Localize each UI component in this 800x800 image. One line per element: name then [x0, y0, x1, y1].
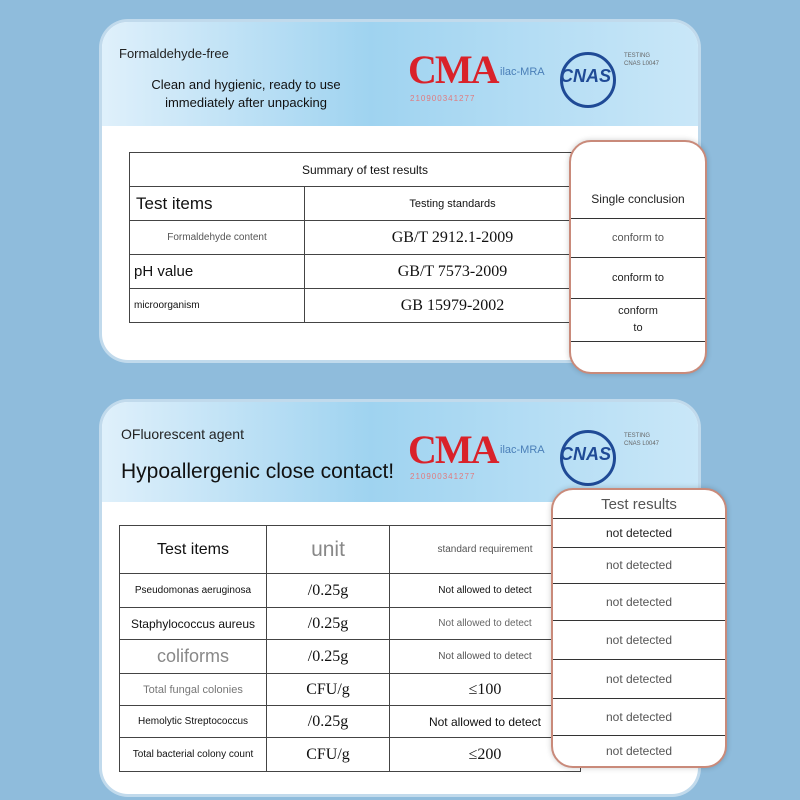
row-item: Formaldehyde content [130, 221, 305, 255]
row-result: conform to [571, 219, 705, 258]
row-item: Total fungal colonies [120, 674, 267, 706]
results-panel [551, 488, 727, 768]
row-item: coliforms [120, 640, 267, 674]
header-test-items: Test items [120, 526, 267, 574]
cma-logo: CMA [408, 427, 498, 472]
cnas-testing-text: TESTING CNAS L0047 [624, 433, 660, 447]
test-summary-table [129, 152, 601, 323]
cma-number: 210900341277 [410, 472, 476, 481]
row-result: not detected [605, 744, 673, 758]
conclusion-panel [569, 140, 707, 374]
row-item: Pseudomonas aeruginosa [120, 574, 267, 608]
row-item: microorganism [130, 289, 305, 323]
cnas-logo: CNAS [560, 444, 612, 464]
row-result: conform to [618, 305, 658, 334]
row-item: pH value [130, 255, 305, 289]
row-standard: GB/T 7573-2009 [305, 255, 601, 289]
row-result: not detected [553, 699, 725, 736]
cnas-testing-text: TESTING CNAS L0047 [624, 53, 660, 67]
row-unit: /0.25g [267, 706, 390, 738]
row-result: not detected [553, 547, 725, 584]
header-testing-standards: Testing standards [305, 187, 601, 221]
table-title: Summary of test results [130, 153, 601, 187]
microbial-test-table [119, 525, 581, 772]
card-label: Formaldehyde-free [119, 46, 229, 61]
row-requirement: Not allowed to detect [390, 706, 581, 738]
row-requirement: ≤100 [390, 674, 581, 706]
row-unit: CFU/g [267, 674, 390, 706]
row-requirement: Not allowed to detect [390, 608, 581, 640]
first-result: not detected [553, 518, 725, 548]
row-requirement: Not allowed to detect [390, 574, 581, 608]
row-unit: /0.25g [267, 608, 390, 640]
row-unit: /0.25g [267, 640, 390, 674]
row-result: not detected [553, 621, 725, 660]
row-result: conform to [571, 258, 705, 299]
card-title: Hypoallergenic close contact! [121, 460, 395, 483]
header-standard-requirement: standard requirement [390, 526, 581, 574]
card-note: Clean and hygienic, ready to use immediately after unpacking [151, 77, 341, 110]
row-unit: /0.25g [267, 574, 390, 608]
ilac-mra-logo: ilac-MRA [500, 444, 545, 456]
row-item: Total bacterial colony count [120, 738, 267, 772]
header-single-conclusion: Single conclusion [571, 180, 705, 219]
header-unit: unit [267, 526, 390, 574]
ilac-mra-logo: ilac-MRA [500, 66, 545, 78]
row-standard: GB/T 2912.1-2009 [305, 221, 601, 255]
row-item: Hemolytic Streptococcus [120, 706, 267, 738]
cma-logo: CMA [408, 47, 498, 92]
card-label: OFluorescent agent [121, 426, 244, 442]
header-test-results: Test results [601, 495, 677, 513]
row-result: not detected [553, 660, 725, 699]
row-unit: CFU/g [267, 738, 390, 772]
row-result: not detected [553, 584, 725, 621]
header-test-items: Test items [130, 187, 305, 221]
row-standard: GB 15979-2002 [305, 289, 601, 323]
row-item: Staphylococcus aureus [120, 608, 267, 640]
row-requirement: Not allowed to detect [390, 640, 581, 674]
cnas-logo: CNAS [560, 66, 612, 86]
cma-number: 210900341277 [410, 94, 476, 103]
row-divider [571, 340, 705, 342]
row-requirement: ≤200 [390, 738, 581, 772]
